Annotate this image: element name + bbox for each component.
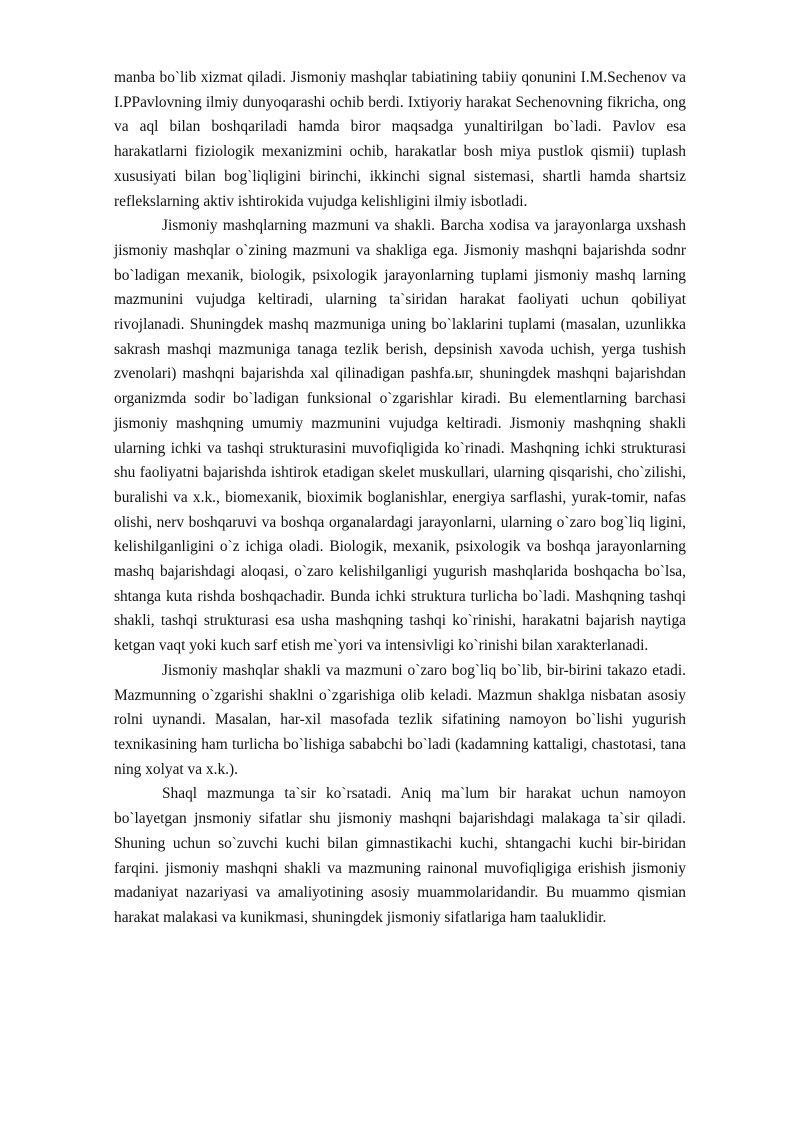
paragraph-continuation: manba bo`lib xizmat qiladi. Jismoniy mashqlar tabiatining tabiiy qonunini I.M.Sechenov va I.PPavlovning ilmiy dunyoqarashi ochib berdi. Ixtiyoriy harakat Sechenovning fikricha, ong va aql bilan boshqariladi hamda biror maqsadga yunaltirilgan bo`ladi. Pavlov esa harakatlarni fiziologik mexanizmini ochib, harakatlar bosh miya pustlok qismii) tuplash xususiyati bilan bog`liqligini birinchi, ikkinchi signal sistemasi, shartli hamda shartsiz reflekslarning aktiv ishtirokida vujudga kelishligini ilmiy isbotladi.	[114, 69, 686, 210]
paragraph-form-influence: Shaql mazmunga ta`sir ko`rsatadi. Aniq ma`lum bir harakat uchun namoyon bo`layetgan jnsmoniy sifatlar shu jismoniy mashqni bajarishdagi malakaga ta`sir qiladi. Shuning uchun so`zuvchi kuchi bilan gimnastikachi kuchi, shtangachi kuchi bir-biridan farqini. jismoniy mashqni shakli va mazmuning rainonal muvofiqligiga erishish jismoniy madaniyat nazariyasi va amaliyotining asosiy muammolaridandir. Bu muammo qismian harakat malakasi va kunikmasi, shuningdek jismoniy sifatlariga ham taaluklidir.	[114, 785, 686, 926]
paragraph-content-and-form: Jismoniy mashqlarning mazmuni va shakli. Barcha xodisa va jarayonlarga uxshash jismoniy mashqlar o`zining mazmuni va shakliga ega. Jismoniy mashqni bajarishda sodnr bo`ladigan mexanik, biologik, psixologik jarayonlarning tuplami jismoniy mashq larning mazmunini vujudga keltiradi, ularning ta`siridan harakat faoliyati uchun qobiliyat rivojlanadi. Shuningdek mashq mazmuniga uning bo`laklarini tuplami (masalan, uzunlikka sakrash mashqi mazmuniga tanaga tezlik berish, depsinish xavoda uchish, yerga tushish zvenolari) mashqni bajarishda xal qilinadigan pashfa.ыг, shuningdek mashqni bajarishdan organizmda sodir bo`ladigan funksional o`zgarishlar kiradi. Bu elementlarning barchasi jismoniy mashqning umumiy mazmunini vujudga keltiradi. Jismoniy mashqning shakli ularning ichki va tashqi strukturasini muvofiqligida ko`rinadi. Mashqning ichki strukturasi shu faoliyatni bajarishda ishtirok etadigan skelet muskullari, ularning qisqarishi, cho`zilishi, buralishi va x.k., biomexanik, bioximik boglanishlar, energiya sarflashi, yurak-tomir, nafas olishi, nerv boshqaruvi va boshqa organalardagi jarayonlarni, ularning o`zaro bog`liq ligini, kelishilganligini o`z ichiga oladi. Biologik, mexanik, psixologik va boshqa jarayonlarning mashq bajarishdagi aloqasi, o`zaro kelishilganligi yugurish mashqlarida boshqacha bo`lsa, shtanga kuta rishda boshqachadir. Bunda ichki struktura turlicha bo`ladi. Mashqning tashqi shakli, tashqi strukturasi esa usha mashqning tashqi ko`rinishi, harakatni bajarish naytiga ketgan vaqt yoki kuch sarf etish me`yori va intensivligi ko`rinishi bilan xarakterlanadi.	[114, 217, 686, 655]
document-page	[114, 66, 686, 931]
paragraph-interdependence: Jismoniy mashqlar shakli va mazmuni o`zaro bog`liq bo`lib, bir-birini takazo etadi. Mazmunning o`zgarishi shaklni o`zgarishiga olib keladi. Mazmun shaklga nisbatan asosiy rolni uynandi. Masalan, har-xil masofada tezlik sifatining namoyon bo`lishi yugurish texnikasining ham turlicha bo`lishiga sababchi bo`ladi (kadamning kattaligi, chastotasi, tana ning xolyat va x.k.).	[114, 661, 686, 778]
